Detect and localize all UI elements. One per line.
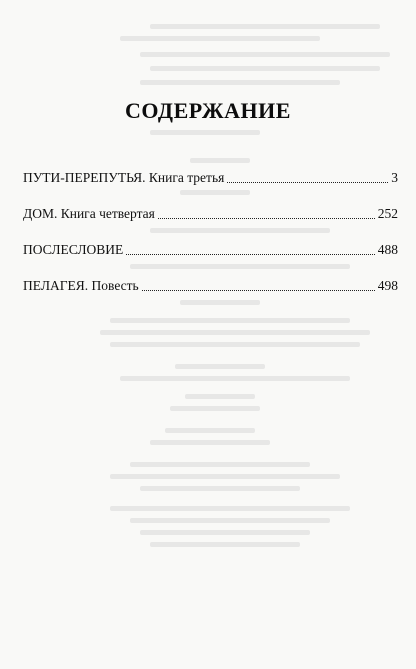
toc-entry-page: 498 (377, 278, 398, 293)
bleed-through-line (140, 52, 390, 57)
toc-title: СОДЕРЖАНИЕ (125, 98, 291, 123)
toc-entry-label: ПЕЛАГЕЯ. Повесть (23, 278, 139, 293)
toc-leader-dots (126, 254, 374, 255)
bleed-through-line (150, 66, 380, 71)
toc-entry-label: ДОМ. Книга четвертая (23, 206, 155, 221)
bleed-through-line (110, 506, 350, 511)
toc-leader-dots (142, 290, 375, 291)
bleed-through-line (150, 440, 270, 445)
toc-entry (23, 240, 398, 258)
bleed-through-line (185, 394, 255, 399)
toc-entry (23, 276, 398, 294)
toc-entry (23, 204, 398, 222)
bleed-through-line (150, 130, 260, 135)
bleed-through-line (140, 80, 340, 85)
bleed-through-line (130, 462, 310, 467)
bleed-through-line (175, 364, 265, 369)
bleed-through-line (120, 36, 320, 41)
bleed-through-line (110, 474, 340, 479)
toc-leader-dots (158, 218, 375, 219)
toc-entry-page: 488 (377, 242, 398, 257)
bleed-through-line (140, 486, 300, 491)
toc-leader-dots (227, 182, 388, 183)
bleed-through-line (165, 428, 255, 433)
bleed-through-line (130, 518, 330, 523)
bleed-through-line (120, 376, 350, 381)
toc-list (23, 168, 398, 312)
toc-entry-label: ПОСЛЕСЛОВИЕ (23, 242, 124, 257)
bleed-through-line (150, 542, 300, 547)
bleed-through-line (170, 406, 260, 411)
toc-entry-page: 3 (391, 170, 398, 185)
bleed-through-line (110, 318, 350, 323)
bleed-through-line (190, 158, 250, 163)
bleed-through-line (100, 330, 370, 335)
toc-entry-page: 252 (377, 206, 398, 221)
bleed-through-line (110, 342, 360, 347)
bleed-through-line (150, 24, 380, 29)
bleed-through-line (140, 530, 310, 535)
toc-entry-label: ПУТИ-ПЕРЕПУТЬЯ. Книга третья (23, 170, 225, 185)
toc-entry (23, 168, 398, 186)
